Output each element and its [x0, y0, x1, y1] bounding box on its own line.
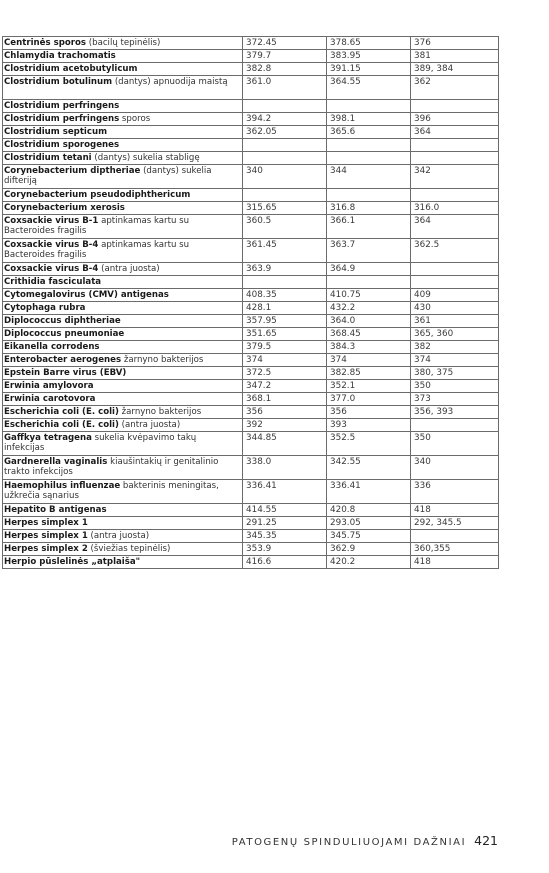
organism-cell — [3, 302, 243, 315]
organism-name: Corynebacterium xerosis — [4, 203, 125, 213]
frequency-high-cell: 344 — [327, 165, 411, 189]
frequency-high-cell: 382.85 — [327, 367, 411, 380]
frequency-high-cell — [327, 100, 411, 113]
frequency-high-cell: 342.55 — [327, 456, 411, 480]
table-row — [3, 239, 499, 263]
frequency-main-cell: 362 — [411, 76, 499, 100]
frequency-main-cell: 350 — [411, 432, 499, 456]
frequency-low-cell: 428.1 — [243, 302, 327, 315]
frequency-main-cell: 361 — [411, 315, 499, 328]
page-number: 421 — [474, 833, 498, 848]
organism-note: (bacilų tepinėlis) — [86, 38, 161, 48]
table-row — [3, 480, 499, 504]
organism-note: aptinkamas kartu su Bacteroides fragilis — [4, 216, 190, 236]
frequency-main-cell: 292, 345.5 — [411, 517, 499, 530]
organism-cell — [3, 289, 243, 302]
organism-cell — [3, 113, 243, 126]
frequency-low-cell: 416.6 — [243, 556, 327, 569]
organism-note: bakterinis meningitas, užkrečia sąnarius — [4, 481, 219, 501]
organism-cell — [3, 50, 243, 63]
organism-name: Clostridium perfringens — [4, 114, 120, 124]
frequency-high-cell: 336.41 — [327, 480, 411, 504]
frequency-low-cell: 392 — [243, 419, 327, 432]
frequency-high-cell: 364.0 — [327, 315, 411, 328]
frequency-main-cell: 389, 384 — [411, 63, 499, 76]
frequency-main-cell: 364 — [411, 126, 499, 139]
organism-cell — [3, 152, 243, 165]
organism-name: Herpes simplex 2 — [4, 544, 88, 554]
organism-cell — [3, 432, 243, 456]
organism-note: (dantys) sukelia stabligę — [91, 153, 200, 163]
table-row — [3, 456, 499, 480]
frequency-low-cell: 414.55 — [243, 504, 327, 517]
table-row — [3, 315, 499, 328]
frequency-main-cell: 360,355 — [411, 543, 499, 556]
frequency-main-cell: 364 — [411, 215, 499, 239]
frequency-main-cell: 418 — [411, 504, 499, 517]
frequency-high-cell: 366.1 — [327, 215, 411, 239]
frequency-high-cell: 420.8 — [327, 504, 411, 517]
table-row — [3, 289, 499, 302]
table-row — [3, 367, 499, 380]
organism-name: Clostridium botulinum — [4, 77, 113, 87]
organism-cell — [3, 76, 243, 100]
frequency-low-cell: 347.2 — [243, 380, 327, 393]
frequency-main-cell: 340 — [411, 456, 499, 480]
frequency-main-cell: 373 — [411, 393, 499, 406]
frequency-low-cell — [243, 276, 327, 289]
frequency-low-cell: 379.5 — [243, 341, 327, 354]
organism-name: Clostridium sporogenes — [4, 140, 120, 150]
frequency-high-cell: 420.2 — [327, 556, 411, 569]
frequency-main-cell: 380, 375 — [411, 367, 499, 380]
organism-cell — [3, 354, 243, 367]
frequency-main-cell — [411, 152, 499, 165]
table-row — [3, 139, 499, 152]
organism-note: (antra juosta) — [98, 264, 160, 274]
table-row — [3, 517, 499, 530]
organism-cell — [3, 504, 243, 517]
frequency-high-cell: 362.9 — [327, 543, 411, 556]
organism-name: Corynebacterium pseudodiphthericum — [4, 190, 191, 200]
organism-name: Clostridium septicum — [4, 127, 108, 137]
organism-name: Escherichia coli (E. coli) — [4, 407, 119, 417]
frequency-low-cell: 372.45 — [243, 37, 327, 50]
organism-cell — [3, 126, 243, 139]
frequency-high-cell: 293.05 — [327, 517, 411, 530]
organism-name: Coxsackie virus B-4 — [4, 264, 99, 274]
frequency-main-cell — [411, 276, 499, 289]
frequency-high-cell: 368.45 — [327, 328, 411, 341]
organism-cell — [3, 315, 243, 328]
organism-cell — [3, 556, 243, 569]
table-row — [3, 189, 499, 202]
frequency-low-cell — [243, 152, 327, 165]
frequency-low-cell: 360.5 — [243, 215, 327, 239]
organism-name: Clostridium perfringens — [4, 101, 120, 111]
organism-name: Corynebacterium diptheriae — [4, 166, 141, 176]
frequency-high-cell — [327, 139, 411, 152]
frequency-low-cell: 344.85 — [243, 432, 327, 456]
organism-note: žarnyno bakterijos — [121, 355, 204, 365]
frequency-low-cell — [243, 139, 327, 152]
organism-name: Enterobacter aerogenes — [4, 355, 122, 365]
table-row — [3, 165, 499, 189]
organism-note: žarnyno bakterijos — [118, 407, 202, 417]
table-body — [3, 37, 499, 569]
table-row — [3, 432, 499, 456]
organism-name: Herpio pūslelinės „atplaiša" — [4, 557, 141, 567]
organism-cell — [3, 100, 243, 113]
organism-name: Herpes simplex 1 — [4, 518, 88, 528]
organism-cell — [3, 406, 243, 419]
table-row — [3, 419, 499, 432]
frequency-low-cell: 379.7 — [243, 50, 327, 63]
table-row — [3, 302, 499, 315]
frequency-main-cell — [411, 419, 499, 432]
page-footer — [0, 833, 498, 848]
frequency-low-cell: 357.95 — [243, 315, 327, 328]
frequency-high-cell: 365.6 — [327, 126, 411, 139]
frequency-high-cell: 410.75 — [327, 289, 411, 302]
table-row — [3, 341, 499, 354]
organism-cell — [3, 215, 243, 239]
table-row — [3, 393, 499, 406]
frequency-high-cell: 316.8 — [327, 202, 411, 215]
frequency-main-cell: 342 — [411, 165, 499, 189]
table-row — [3, 215, 499, 239]
organism-name: Erwinia carotovora — [4, 394, 96, 404]
organism-name: Escherichia coli (E. coli) — [4, 420, 119, 430]
organism-name: Gardnerella vaginalis — [4, 457, 108, 467]
frequency-low-cell: 353.9 — [243, 543, 327, 556]
frequency-low-cell: 361.45 — [243, 239, 327, 263]
organism-name: Gaffkya tetragena — [4, 433, 92, 443]
frequency-main-cell: 356, 393 — [411, 406, 499, 419]
organism-cell — [3, 380, 243, 393]
frequency-low-cell: 362.05 — [243, 126, 327, 139]
frequency-low-cell: 356 — [243, 406, 327, 419]
running-title: PATOGENŲ SPINDULIUOJAMI DAŽNIAI — [231, 837, 467, 848]
organism-cell — [3, 263, 243, 276]
table-row — [3, 63, 499, 76]
organism-name: Diplococcus pneumoniae — [4, 329, 125, 339]
organism-note: (antra juosta) — [118, 420, 181, 430]
frequency-main-cell: 430 — [411, 302, 499, 315]
frequency-low-cell: 394.2 — [243, 113, 327, 126]
organism-note: (dantys) sukelia difteriją — [4, 166, 212, 186]
frequency-high-cell: 398.1 — [327, 113, 411, 126]
frequency-main-cell: 336 — [411, 480, 499, 504]
table-row — [3, 100, 499, 113]
frequency-high-cell — [327, 189, 411, 202]
organism-cell — [3, 202, 243, 215]
organism-cell — [3, 276, 243, 289]
frequency-main-cell: 374 — [411, 354, 499, 367]
organism-name: Chlamydia trachomatis — [4, 51, 116, 61]
frequency-low-cell — [243, 100, 327, 113]
organism-cell — [3, 37, 243, 50]
frequency-high-cell: 356 — [327, 406, 411, 419]
frequency-low-cell: 338.0 — [243, 456, 327, 480]
frequency-high-cell: 363.7 — [327, 239, 411, 263]
organism-cell — [3, 239, 243, 263]
organism-name: Haemophilus influenzae — [4, 481, 121, 491]
table-row — [3, 380, 499, 393]
organism-name: Coxsackie virus B-1 — [4, 216, 99, 226]
table-row — [3, 556, 499, 569]
organism-note: (antra juosta) — [87, 531, 150, 541]
frequency-high-cell: 345.75 — [327, 530, 411, 543]
frequency-main-cell — [411, 263, 499, 276]
frequency-low-cell: 345.35 — [243, 530, 327, 543]
frequency-main-cell: 409 — [411, 289, 499, 302]
organism-cell — [3, 165, 243, 189]
frequency-low-cell: 372.5 — [243, 367, 327, 380]
organism-note: sporos — [119, 114, 151, 124]
table-row — [3, 504, 499, 517]
frequency-low-cell: 340 — [243, 165, 327, 189]
organism-name: Coxsackie virus B-4 — [4, 240, 99, 250]
organism-name: Clostridium tetani — [4, 153, 92, 163]
organism-cell — [3, 367, 243, 380]
frequency-low-cell: 315.65 — [243, 202, 327, 215]
organism-cell — [3, 456, 243, 480]
organism-cell — [3, 393, 243, 406]
organism-cell — [3, 341, 243, 354]
frequency-low-cell: 336.41 — [243, 480, 327, 504]
frequency-high-cell — [327, 276, 411, 289]
organism-name: Hepatito B antigenas — [4, 505, 107, 515]
organism-name: Clostridium acetobutylicum — [4, 64, 138, 74]
frequency-main-cell — [411, 100, 499, 113]
organism-cell — [3, 480, 243, 504]
frequency-main-cell: 396 — [411, 113, 499, 126]
table-row — [3, 113, 499, 126]
organism-name: Erwinia amylovora — [4, 381, 94, 391]
table-row — [3, 152, 499, 165]
table-row — [3, 37, 499, 50]
frequency-main-cell: 362.5 — [411, 239, 499, 263]
frequency-main-cell: 350 — [411, 380, 499, 393]
frequency-low-cell — [243, 189, 327, 202]
table-row — [3, 406, 499, 419]
table-row — [3, 543, 499, 556]
frequency-main-cell — [411, 139, 499, 152]
frequency-low-cell: 408.35 — [243, 289, 327, 302]
frequency-low-cell: 382.8 — [243, 63, 327, 76]
organism-cell — [3, 139, 243, 152]
frequency-low-cell: 368.1 — [243, 393, 327, 406]
frequency-main-cell: 365, 360 — [411, 328, 499, 341]
table-row — [3, 202, 499, 215]
organism-name: Crithidia fasciculata — [4, 277, 102, 287]
frequency-high-cell: 432.2 — [327, 302, 411, 315]
organism-name: Herpes simplex 1 — [4, 531, 88, 541]
organism-note: aptinkamas kartu su Bacteroides fragilis — [4, 240, 190, 260]
frequency-main-cell: 316.0 — [411, 202, 499, 215]
organism-cell — [3, 419, 243, 432]
frequency-high-cell: 391.15 — [327, 63, 411, 76]
organism-cell — [3, 189, 243, 202]
organism-cell — [3, 517, 243, 530]
organism-name: Diplococcus diphtheriae — [4, 316, 121, 326]
frequency-high-cell: 377.0 — [327, 393, 411, 406]
table-row — [3, 354, 499, 367]
frequency-table — [2, 36, 499, 569]
table-row — [3, 263, 499, 276]
frequency-high-cell: 393 — [327, 419, 411, 432]
frequency-main-cell: 376 — [411, 37, 499, 50]
table-row — [3, 328, 499, 341]
frequency-high-cell: 364.9 — [327, 263, 411, 276]
table-row — [3, 530, 499, 543]
frequency-high-cell: 383.95 — [327, 50, 411, 63]
frequency-main-cell: 381 — [411, 50, 499, 63]
frequency-main-cell — [411, 189, 499, 202]
frequency-high-cell: 352.1 — [327, 380, 411, 393]
frequency-high-cell: 378.65 — [327, 37, 411, 50]
organism-cell — [3, 328, 243, 341]
organism-cell — [3, 543, 243, 556]
frequency-high-cell: 364.55 — [327, 76, 411, 100]
frequency-low-cell: 363.9 — [243, 263, 327, 276]
frequency-high-cell: 384.3 — [327, 341, 411, 354]
organism-name: Centrinės sporos — [4, 38, 87, 48]
organism-note: kiaušintakių ir genitalinio trakto infekcijos — [4, 457, 219, 477]
organism-name: Cytophaga rubra — [4, 303, 86, 313]
frequency-low-cell: 351.65 — [243, 328, 327, 341]
table-row — [3, 126, 499, 139]
frequency-low-cell: 361.0 — [243, 76, 327, 100]
frequency-main-cell: 382 — [411, 341, 499, 354]
organism-note: (dantys) apnuodija maistą — [112, 77, 228, 87]
organism-note: (šviežias tepinėlis) — [87, 544, 171, 554]
frequency-main-cell: 418 — [411, 556, 499, 569]
organism-cell — [3, 530, 243, 543]
table-row — [3, 50, 499, 63]
frequency-low-cell: 374 — [243, 354, 327, 367]
table-row — [3, 276, 499, 289]
frequency-high-cell: 374 — [327, 354, 411, 367]
frequency-main-cell — [411, 530, 499, 543]
organism-name: Epstein Barre virus (EBV) — [4, 368, 127, 378]
organism-cell — [3, 63, 243, 76]
organism-note: sukelia kvėpavimo takų infekcijas — [4, 433, 197, 453]
table-row — [3, 76, 499, 100]
frequency-high-cell: 352.5 — [327, 432, 411, 456]
frequency-high-cell — [327, 152, 411, 165]
frequency-low-cell: 291.25 — [243, 517, 327, 530]
organism-name: Eikanella corrodens — [4, 342, 100, 352]
organism-name: Cytomegalovirus (CMV) antigenas — [4, 290, 169, 300]
